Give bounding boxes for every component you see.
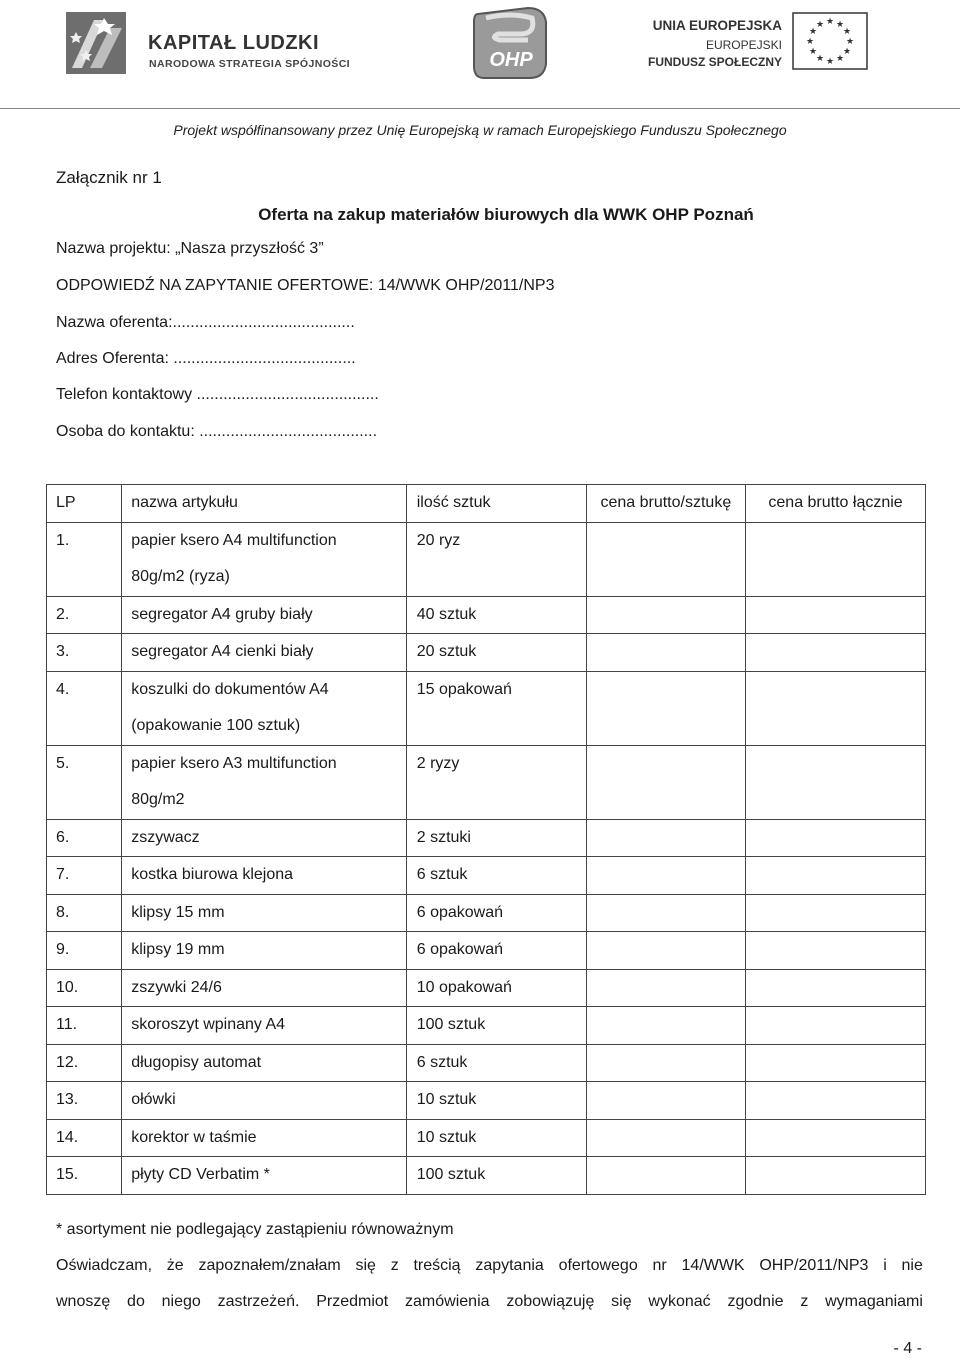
row-quantity: 100 sztuk bbox=[406, 1007, 586, 1045]
row-item-name: zszywki 24/6 bbox=[122, 969, 407, 1007]
declaration-word: Przedmiot bbox=[316, 1293, 389, 1310]
row-unit-price-cell bbox=[586, 969, 746, 1007]
header-logos bbox=[0, 0, 960, 110]
phone-field: Telefon kontaktowy ......................................... bbox=[56, 386, 379, 403]
table-row bbox=[47, 932, 926, 970]
row-unit-price-cell bbox=[586, 1119, 746, 1157]
row-quantity: 6 sztuk bbox=[406, 857, 586, 895]
contact-person-field: Osoba do kontaktu: ........................................ bbox=[56, 423, 378, 440]
item-name-line1: papier ksero A3 multifunction bbox=[131, 754, 337, 772]
row-quantity: 15 opakowań bbox=[406, 671, 586, 745]
svg-text:★: ★ bbox=[808, 47, 818, 57]
row-quantity: 6 opakowań bbox=[406, 932, 586, 970]
svg-text:★: ★ bbox=[835, 20, 845, 30]
row-lp: 9. bbox=[47, 932, 122, 970]
row-item-name: korektor w taśmie bbox=[122, 1119, 407, 1157]
header-unit-price: cena brutto/sztukę bbox=[586, 485, 746, 523]
declaration-word: nie bbox=[901, 1257, 923, 1274]
row-lp: 7. bbox=[47, 857, 122, 895]
table-row bbox=[47, 1119, 926, 1157]
row-total-price-cell bbox=[746, 1007, 926, 1045]
row-quantity: 10 opakowań bbox=[406, 969, 586, 1007]
header-item-name: nazwa artykułu bbox=[122, 485, 407, 523]
row-unit-price-cell bbox=[586, 596, 746, 634]
declaration-word: się bbox=[611, 1293, 632, 1310]
row-quantity: 20 ryz bbox=[406, 522, 586, 596]
row-lp: 2. bbox=[47, 596, 122, 634]
document-title: Oferta na zakup materiałów biurowych dla WWK OHP Poznań bbox=[258, 205, 754, 224]
row-unit-price-cell bbox=[586, 1007, 746, 1045]
row-total-price-cell bbox=[746, 671, 926, 745]
svg-text:★: ★ bbox=[835, 54, 845, 64]
svg-text:★: ★ bbox=[825, 17, 835, 27]
header-divider bbox=[0, 108, 960, 109]
row-unit-price-cell bbox=[586, 819, 746, 857]
row-item-name bbox=[122, 745, 407, 819]
row-total-price-cell bbox=[746, 857, 926, 895]
row-quantity: 2 sztuki bbox=[406, 819, 586, 857]
declaration-word: ofertowego bbox=[558, 1257, 638, 1274]
row-unit-price-cell bbox=[586, 932, 746, 970]
attachment-label: Załącznik nr 1 bbox=[56, 168, 162, 187]
row-total-price-cell bbox=[746, 1157, 926, 1195]
item-name-line1: koszulki do dokumentów A4 bbox=[131, 680, 329, 698]
row-lp: 10. bbox=[47, 969, 122, 1007]
row-item-name: zszywacz bbox=[122, 819, 407, 857]
row-unit-price-cell bbox=[586, 671, 746, 745]
row-lp: 5. bbox=[47, 745, 122, 819]
row-unit-price-cell bbox=[586, 634, 746, 672]
item-name-line2: 80g/m2 (ryza) bbox=[131, 568, 230, 585]
declaration-word: z bbox=[390, 1257, 399, 1274]
declaration-word: do bbox=[127, 1293, 145, 1310]
row-lp: 13. bbox=[47, 1082, 122, 1120]
header-total-price: cena brutto łącznie bbox=[746, 485, 926, 523]
declaration-word: OHP/2011/NP3 bbox=[759, 1257, 869, 1274]
header-lp: LP bbox=[47, 485, 122, 523]
row-total-price-cell bbox=[746, 634, 926, 672]
row-lp: 12. bbox=[47, 1044, 122, 1082]
table-row bbox=[47, 857, 926, 895]
declaration-word: wnoszę bbox=[56, 1293, 111, 1310]
row-lp: 3. bbox=[47, 634, 122, 672]
row-unit-price-cell bbox=[586, 894, 746, 932]
bidder-name-field: Nazwa oferenta:......................................... bbox=[56, 314, 355, 331]
eu-logo-line3: FUNDUSZ SPOŁECZNY bbox=[647, 55, 782, 69]
row-total-price-cell bbox=[746, 894, 926, 932]
project-name-line: Nazwa projektu: „Nasza przyszłość 3” bbox=[56, 240, 324, 257]
table-row bbox=[47, 969, 926, 1007]
declaration-word: wykonać bbox=[648, 1293, 711, 1310]
declaration-word: nr bbox=[652, 1257, 667, 1274]
row-unit-price-cell bbox=[586, 1157, 746, 1195]
row-item-name bbox=[122, 671, 407, 745]
declaration-word: treścią bbox=[413, 1257, 461, 1274]
declaration-word: że bbox=[166, 1257, 184, 1274]
row-item-name: segregator A4 cienki biały bbox=[122, 634, 407, 672]
row-item-name: długopisy automat bbox=[122, 1044, 407, 1082]
header-quantity: ilość sztuk bbox=[406, 485, 586, 523]
declaration-word: z bbox=[800, 1293, 809, 1310]
table-row bbox=[47, 522, 926, 596]
row-quantity: 2 ryzy bbox=[406, 745, 586, 819]
cofinancing-note: Projekt współfinansowany przez Unię Europejską w ramach Europejskiego Funduszu Społecznego bbox=[173, 122, 787, 138]
row-lp: 15. bbox=[47, 1157, 122, 1195]
row-total-price-cell bbox=[746, 932, 926, 970]
row-total-price-cell bbox=[746, 819, 926, 857]
declaration-word: niego bbox=[161, 1293, 201, 1310]
declaration-word: zgodnie bbox=[727, 1293, 784, 1310]
ohp-logo-text: OHP bbox=[489, 49, 533, 71]
table-row bbox=[47, 1157, 926, 1195]
svg-text:★: ★ bbox=[845, 37, 855, 47]
eu-flag-icon bbox=[792, 12, 868, 70]
declaration-word: się bbox=[355, 1257, 376, 1274]
row-total-price-cell bbox=[746, 522, 926, 596]
table-row bbox=[47, 1007, 926, 1045]
declaration-word: zobowiązuję bbox=[506, 1293, 595, 1310]
declaration-word: wymaganiami bbox=[825, 1293, 923, 1310]
row-quantity: 20 sztuk bbox=[406, 634, 586, 672]
item-name-line2: 80g/m2 bbox=[131, 791, 185, 808]
row-item-name: skoroszyt wpinany A4 bbox=[122, 1007, 407, 1045]
row-unit-price-cell bbox=[586, 857, 746, 895]
row-item-name: klipsy 15 mm bbox=[122, 894, 407, 932]
row-total-price-cell bbox=[746, 745, 926, 819]
row-total-price-cell bbox=[746, 596, 926, 634]
declaration-word: zapoznałem/znałam bbox=[198, 1257, 341, 1274]
row-lp: 4. bbox=[47, 671, 122, 745]
table-header-row bbox=[47, 485, 926, 523]
svg-text:★: ★ bbox=[842, 27, 852, 37]
row-quantity: 6 sztuk bbox=[406, 1044, 586, 1082]
row-item-name bbox=[122, 522, 407, 596]
declaration-word: 14/WWK bbox=[681, 1257, 745, 1274]
row-item-name: klipsy 19 mm bbox=[122, 932, 407, 970]
row-quantity: 40 sztuk bbox=[406, 596, 586, 634]
item-name-line1: papier ksero A4 multifunction bbox=[131, 531, 337, 549]
table-row bbox=[47, 634, 926, 672]
row-unit-price-cell bbox=[586, 522, 746, 596]
kapital-ludzki-emblem-icon bbox=[64, 10, 136, 78]
kapital-ludzki-subtitle: NARODOWA STRATEGIA SPÓJNOŚCI bbox=[149, 58, 350, 70]
svg-text:★: ★ bbox=[825, 57, 835, 67]
ohp-logo-icon bbox=[470, 4, 552, 82]
eu-logo-line1: UNIA EUROPEJSKA bbox=[652, 18, 782, 33]
row-total-price-cell bbox=[746, 1119, 926, 1157]
table-row bbox=[47, 819, 926, 857]
table-row bbox=[47, 894, 926, 932]
svg-text:★: ★ bbox=[815, 54, 825, 64]
table-row bbox=[47, 745, 926, 819]
row-total-price-cell bbox=[746, 969, 926, 1007]
declaration-line-2 bbox=[56, 1293, 923, 1311]
row-lp: 1. bbox=[47, 522, 122, 596]
kapital-ludzki-logo bbox=[64, 10, 384, 80]
item-name-line2: (opakowanie 100 sztuk) bbox=[131, 717, 301, 734]
bidder-address-field: Adres Oferenta: ......................................... bbox=[56, 350, 356, 367]
row-quantity: 10 sztuk bbox=[406, 1119, 586, 1157]
eu-logo-line2: EUROPEJSKI bbox=[705, 38, 782, 52]
page-number: - 4 - bbox=[893, 1340, 922, 1357]
table-row bbox=[47, 1082, 926, 1120]
declaration-word: zapytania bbox=[475, 1257, 544, 1274]
svg-text:★: ★ bbox=[808, 27, 818, 37]
table-row bbox=[47, 671, 926, 745]
declaration-word: zamówienia bbox=[405, 1293, 490, 1310]
row-item-name: segregator A4 gruby biały bbox=[122, 596, 407, 634]
eu-fund-logo bbox=[647, 8, 900, 78]
svg-text:★: ★ bbox=[805, 37, 815, 47]
row-item-name: płyty CD Verbatim * bbox=[122, 1157, 407, 1195]
row-unit-price-cell bbox=[586, 745, 746, 819]
declaration-word: i bbox=[883, 1257, 887, 1274]
row-quantity: 10 sztuk bbox=[406, 1082, 586, 1120]
svg-text:★: ★ bbox=[842, 47, 852, 57]
row-item-name: kostka biurowa klejona bbox=[122, 857, 407, 895]
row-item-name: ołówki bbox=[122, 1082, 407, 1120]
row-lp: 14. bbox=[47, 1119, 122, 1157]
row-unit-price-cell bbox=[586, 1044, 746, 1082]
substitution-note: * asortyment nie podlegający zastąpieniu równoważnym bbox=[56, 1221, 454, 1238]
declaration-word: zastrzeżeń. bbox=[217, 1293, 300, 1310]
offer-table bbox=[46, 484, 926, 1195]
row-quantity: 100 sztuk bbox=[406, 1157, 586, 1195]
row-lp: 6. bbox=[47, 819, 122, 857]
table-row bbox=[47, 1044, 926, 1082]
row-quantity: 6 opakowań bbox=[406, 894, 586, 932]
svg-text:★: ★ bbox=[815, 20, 825, 30]
declaration-line-1 bbox=[56, 1257, 923, 1275]
row-lp: 8. bbox=[47, 894, 122, 932]
kapital-ludzki-title: KAPITAŁ LUDZKI bbox=[148, 32, 320, 54]
declaration-word: Oświadczam, bbox=[56, 1257, 153, 1274]
row-lp: 11. bbox=[47, 1007, 122, 1045]
table-row bbox=[47, 596, 926, 634]
inquiry-reference-line: ODPOWIEDŹ NA ZAPYTANIE OFERTOWE: 14/WWK OHP/2011/NP3 bbox=[56, 277, 555, 294]
row-unit-price-cell bbox=[586, 1082, 746, 1120]
row-total-price-cell bbox=[746, 1082, 926, 1120]
row-total-price-cell bbox=[746, 1044, 926, 1082]
